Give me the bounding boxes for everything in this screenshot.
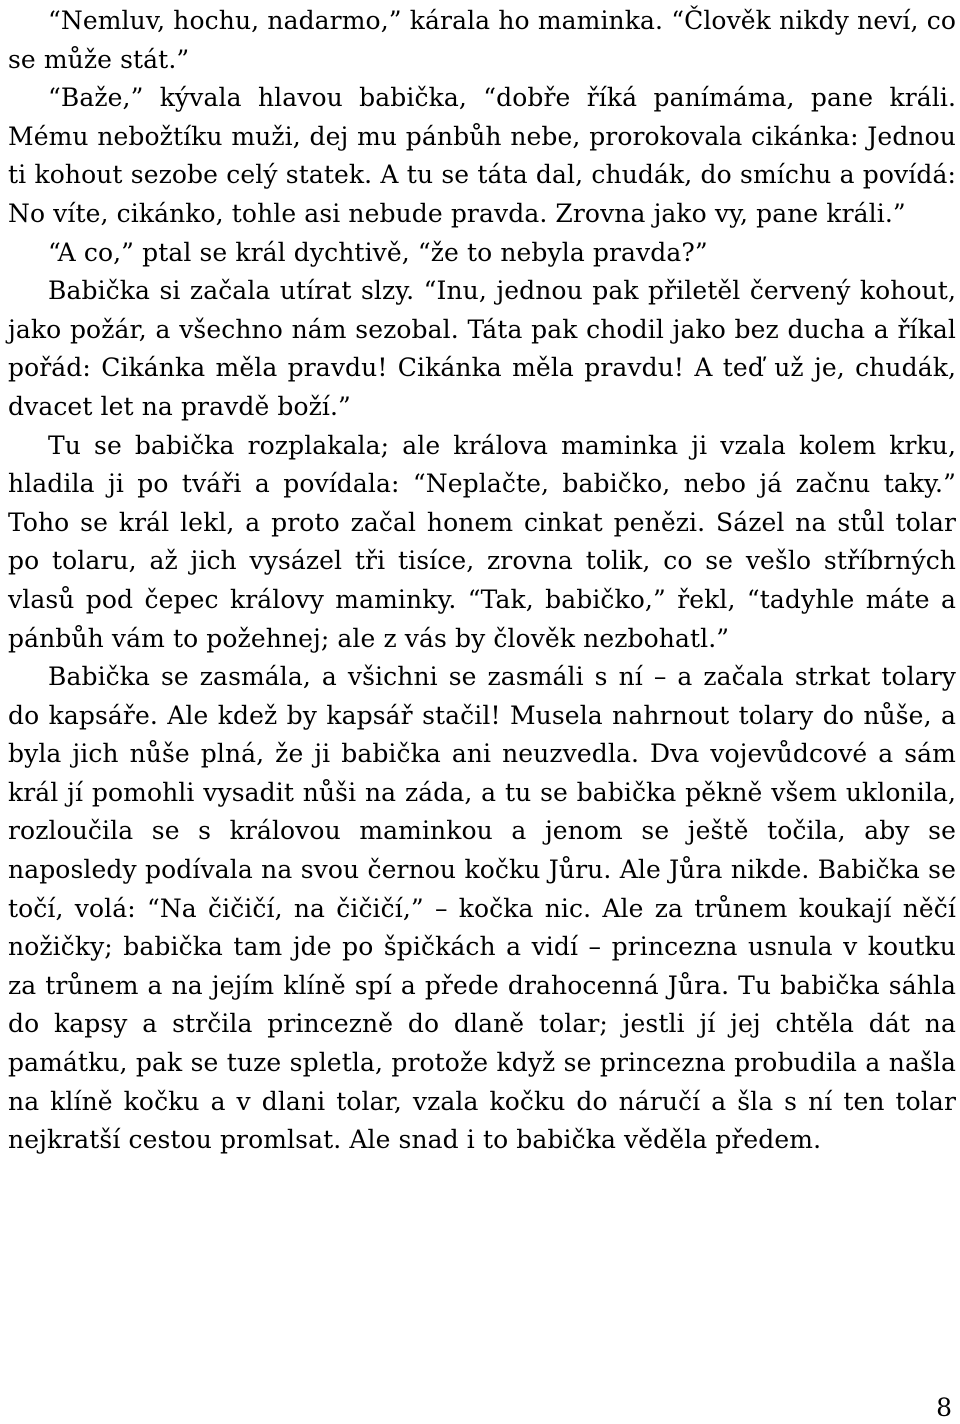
document-page <box>8 2 956 1160</box>
paragraph: Tu se babička rozplakala; ale králova maminka ji vzala kolem krku, hladila ji po tváři a povídala: “Neplačte, babičko, nebo já začnu taky.” Toho se král lekl, a proto začal honem cinkat penězi. Sázel na stůl tolar po tolaru, až jich vysázel tři tisíce, zrovna tolik, co se vešlo stříbrných vlasů pod čepec královy maminky. “Tak, babičko,” řekl, “tadyhle máte a pánbůh vám to požehnej; ale z vás by člověk nezbohatl.” <box>8 430 956 653</box>
paragraph: “Nemluv, hochu, nadarmo,” kárala ho maminka. “Člověk nikdy neví, co se může stát.” <box>8 6 956 74</box>
paragraph: “Bažе,” kývala hlavou babička, “dobře říká panímáma, pane králi. Mému nebožtíku muži, dej mu pánbůh nebe, prorokovala cikánka: Jednou ti kohout sezobe celý statek. A tu se táta dal, chudák, do smíchu a povídá: No víte, cikánko, tohle asi nebude pravda. Zrovna jako vy, pane králi.” <box>8 83 956 228</box>
paragraph: Babička se zasmála, a všichni se zasmáli s ní – a začala strkat tolary do kapsáře. Ale kdež by kapsář stačil! Musela nahrnout tolary do nůše, a byla jich nůše plná, že ji babička ani neuzvedla. Dva vojevůdcové a sám král jí pomohli vysadit nůši na záda, a tu se babička pěkně všem uklonila, rozloučila se s královou maminkou a jenom se ještě točila, aby se naposledy podívala na svou černou kočku Jůru. Ale Jůra nikde. Babička se točí, volá: “Na čičičí, na čičičí,” – kočka nic. Ale za trůnem koukají něčí nožičky; babička tam jde po špičkách a vidí – princezna usnula v koutku za trůnem a na jejím klíně spí a přede drahocenná Jůra. Tu babička sáhla do kapsy a strčila princezně do dlaně tolar; jestli jí jej chtěla dát na památku, pak se tuze spletla, protože když se princezna probudila a našla na klíně kočku a v dlani tolar, vzala kočku do náručí a šla s ní ten tolar nejkratší cestou promlsat. Ale snad i to babička věděla předem. <box>8 662 956 1155</box>
paragraph: “A co,” ptal se král dychtivě, “že to nebyla pravda?” <box>48 237 708 267</box>
paragraph: Babička si začala utírat slzy. “Inu, jednou pak přiletěl červený kohout, jako požár, a všechno nám sezobal. Táta pak chodil jako bez ducha a říkal pořád: Cikánka měla pravdu! Cikánka měla pravdu! A teď už je, chudák, dvacet let na pravdě boží.” <box>8 276 956 421</box>
page-number: 8 <box>936 1393 952 1422</box>
